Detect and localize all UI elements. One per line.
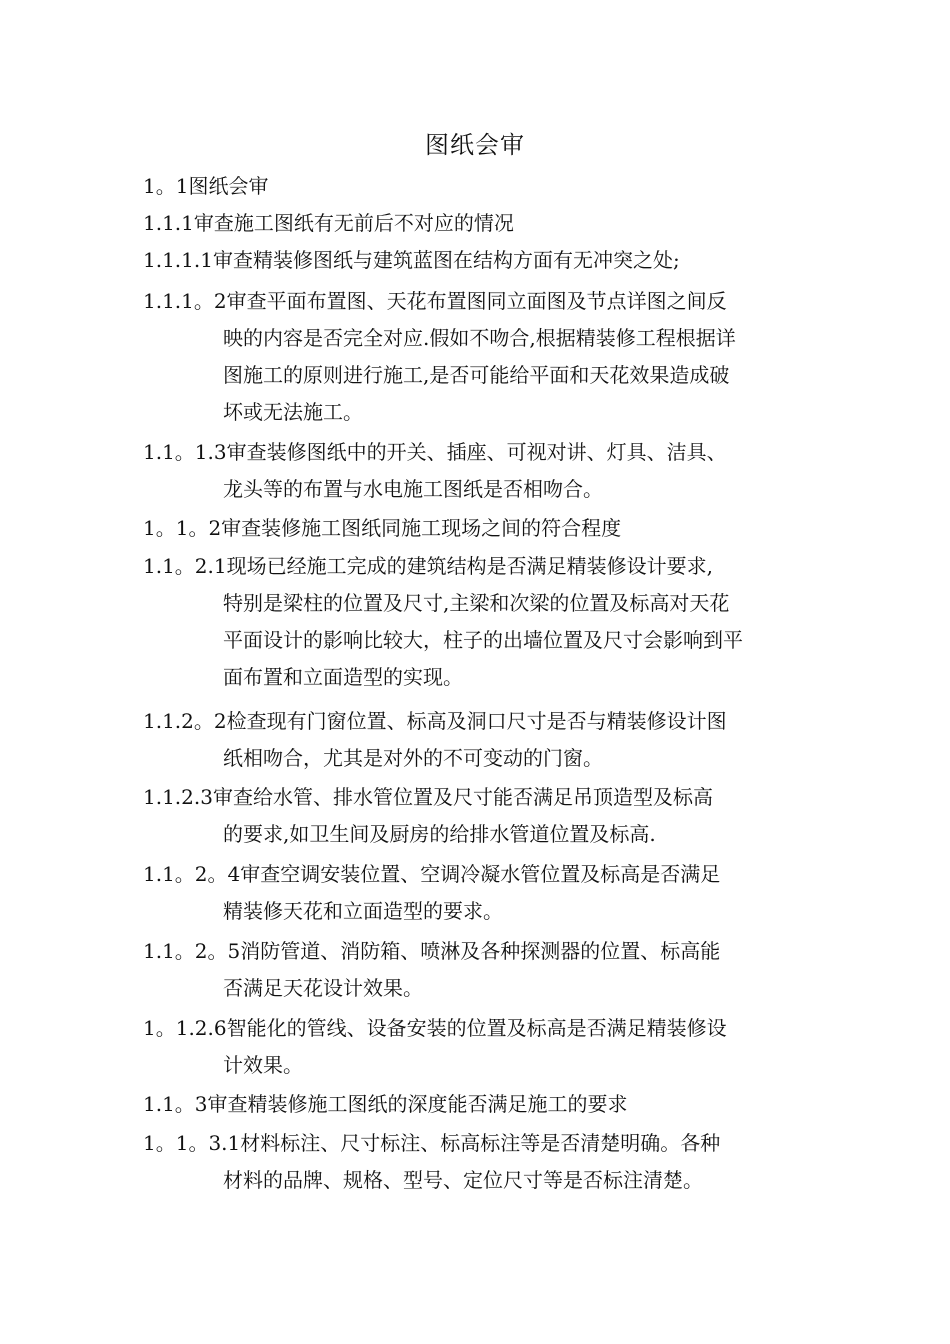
- document-title: 图纸会审: [425, 131, 525, 159]
- item-line: 计效果。: [223, 1053, 303, 1077]
- item-line: 1.1。2.1现场已经施工完成的建筑结构是否满足精装修设计要求,: [143, 554, 713, 578]
- item-line: 面布置和立面造型的实现。: [223, 665, 463, 689]
- item-line: 1。1。2审查装修施工图纸同施工现场之间的符合程度: [143, 516, 622, 540]
- item-1-1-1-2: [143, 283, 815, 431]
- item-line: 1。1.2.6智能化的管线、设备安装的位置及标高是否满足精装修设: [143, 1016, 727, 1040]
- item-line: 1.1.1。2审查平面布置图、天花布置图同立面图及节点详图之间反: [143, 289, 727, 313]
- section-1-1-2: [143, 510, 815, 547]
- item-line: 1.1。2。4审查空调安装位置、空调冷凝水管位置及标高是否满足: [143, 862, 721, 886]
- item-line: 坏或无法施工。: [223, 400, 363, 424]
- item-line: 1.1。1.3审查装修图纸中的开关、插座、可视对讲、灯具、洁具、: [143, 440, 727, 464]
- item-line: 1.1.2.3审查给水管、排水管位置及尺寸能否满足吊顶造型及标高: [143, 785, 713, 809]
- item-line: 1.1。3审查精装修施工图纸的深度能否满足施工的要求: [143, 1092, 628, 1116]
- item-1-1-2-6: [143, 1010, 815, 1084]
- item-line: 1.1.1.1审查精装修图纸与建筑蓝图在结构方面有无冲突之处;: [143, 248, 680, 272]
- item-line: 龙头等的布置与水电施工图纸是否相吻合。: [223, 477, 603, 501]
- section-1-1-1: [143, 205, 815, 242]
- item-line: 否满足天花设计效果。: [223, 976, 423, 1000]
- item-1-1-2-4: [143, 856, 815, 930]
- item-1-1-2-2: [143, 703, 815, 777]
- item-1-1-1-3: [143, 434, 815, 508]
- item-line: 纸相吻合，尤其是对外的不可变动的门窗。: [223, 746, 603, 770]
- item-line: 1。1图纸会审: [143, 174, 269, 198]
- item-1-1-2-3: [143, 779, 815, 853]
- item-line: 1。1。3.1材料标注、尺寸标注、标高标注等是否清楚明确。各种: [143, 1131, 721, 1155]
- item-line: 的要求,如卫生间及厨房的给排水管道位置及标高.: [223, 822, 656, 846]
- item-1-1-1-1: [143, 242, 815, 279]
- item-1-1-2-1: [143, 548, 815, 696]
- item-line: 材料的品牌、规格、型号、定位尺寸等是否标注清楚。: [223, 1168, 703, 1192]
- item-line: 1.1.1审查施工图纸有无前后不对应的情况: [143, 211, 514, 235]
- item-line: 1.1.2。2检查现有门窗位置、标高及洞口尺寸是否与精装修设计图: [143, 709, 727, 733]
- item-line: 1.1。2。5消防管道、消防箱、喷淋及各种探测器的位置、标高能: [143, 939, 721, 963]
- item-line: 平面设计的影响比较大，柱子的出墙位置及尺寸会影响到平: [223, 628, 743, 652]
- item-line: 图施工的原则进行施工,是否可能给平面和天花效果造成破: [223, 363, 730, 387]
- item-1-1-3-1: [143, 1125, 815, 1199]
- section-1-1: [143, 168, 815, 205]
- section-1-1-3: [143, 1086, 815, 1123]
- item-line: 精装修天花和立面造型的要求。: [223, 899, 503, 923]
- item-line: 映的内容是否完全对应.假如不吻合,根据精装修工程根据详: [223, 326, 736, 350]
- item-line: 特别是梁柱的位置及尺寸,主梁和次梁的位置及标高对天花: [223, 591, 730, 615]
- item-1-1-2-5: [143, 933, 815, 1007]
